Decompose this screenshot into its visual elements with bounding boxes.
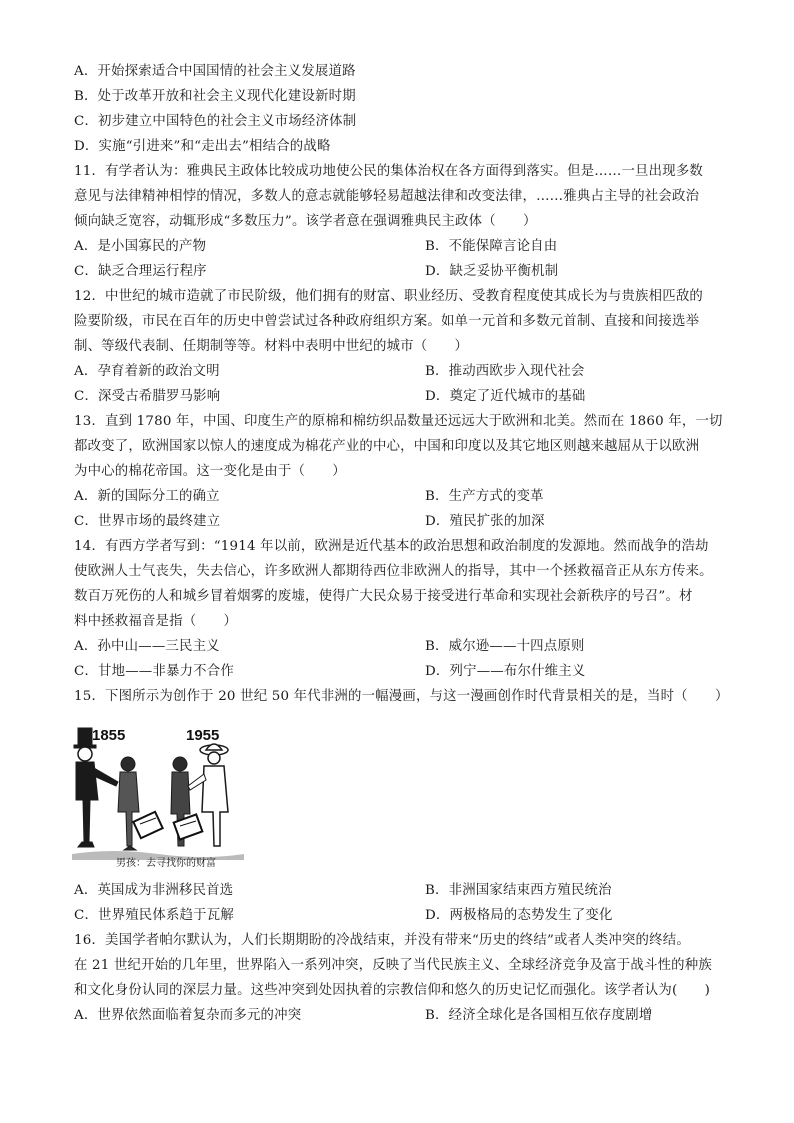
q13-stem-line-3: 为中心的棉花帝国。这一变化是由于（ ） — [74, 464, 346, 479]
q12-stem-line-2: 险要阶级，市民在百年的历史中曾尝试过各种政府组织方案。如单一元首和多数元首制、直接和间接选举 — [74, 314, 700, 329]
q11-option-b: B．不能保障言论自由 — [425, 239, 558, 254]
q15-option-d: D．两极格局的态势发生了变化 — [425, 908, 613, 923]
q12-stem-line-3: 制、等级代表制、任期制等等。材料中表明中世纪的城市（ ） — [74, 339, 469, 354]
q10-option-a: A．开始探索适合中国国情的社会主义发展道路 — [74, 64, 356, 79]
q10-option-d: D．实施“引进来”和“走出去”相结合的战略 — [74, 139, 331, 154]
q16-option-a: A．世界依然面临着复杂而多元的冲突 — [74, 1008, 302, 1023]
q12-option-b: B．推动西欧步入现代社会 — [425, 364, 585, 379]
q10-option-b: B．处于改革开放和社会主义现代化建设新时期 — [74, 89, 356, 104]
q12-option-d: D．奠定了近代城市的基础 — [425, 389, 586, 404]
african-figure-left — [118, 757, 139, 850]
q15-option-b: B．非洲国家结束西方殖民统治 — [425, 883, 612, 898]
q14-stem-line-1: 14．有西方学者写到：“1914 年以前，欧洲是近代基本的政治思想和政治制度的发源地。然而战争的浩劫 — [74, 539, 709, 554]
q11-stem-line-3: 倾向缺乏宽容，动辄形成“多数压力”。该学者意在强调雅典民主政体（ ） — [74, 214, 537, 229]
q13-option-c: C．世界市场的最终建立 — [74, 514, 221, 529]
q13-stem-line-2: 都改变了，欧洲国家以惊人的速度成为棉花产业的中心，中国和印度以及其它地区则越来越屈从于以欧洲 — [74, 439, 700, 454]
q11-stem-line-2: 意见与法律精神相悖的情况，多数人的意志就能够轻易超越法律和改变法律，……雅典占主导的社会政治 — [74, 189, 700, 204]
q15-option-a: A．英国成为非洲移民首选 — [74, 883, 234, 898]
q12-stem-line-1: 12．中世纪的城市造就了市民阶级，他们拥有的财富、职业经历、受教育程度使其成长为与贵族相匹敌的 — [74, 289, 704, 304]
q13-option-a: A．新的国际分工的确立 — [74, 489, 220, 504]
q13-option-b: B．生产方式的变革 — [425, 489, 544, 504]
q13-stem-line-1: 13．直到 1780 年，中国、印度生产的原棉和棉纺织品数量还远远大于欧洲和北美。然而在 1860 年，一切 — [74, 414, 723, 429]
cartoon-illustration — [72, 720, 244, 868]
q13-option-d: D．殖民扩张的加深 — [425, 514, 545, 529]
q11-stem-line-1: 11．有学者认为：雅典民主政体比较成功地使公民的集体治权在各方面得到落实。但是……一旦出现多数 — [74, 164, 704, 179]
q14-option-b: B．威尔逊——十四点原则 — [425, 639, 585, 654]
q12-option-a: A．孕育着新的政治文明 — [74, 364, 220, 379]
q14-stem-line-3: 数百万死伤的人和城乡冒着烟雾的废墟，使得广大民众易于接受进行革命和实现社会新秩序的号召”。材 — [74, 589, 693, 604]
cartoon-figure — [72, 720, 244, 868]
q14-option-d: D．列宁——布尔什维主义 — [425, 664, 586, 679]
q14-option-a: A．孙中山——三民主义 — [74, 639, 220, 654]
colonist-figure — [74, 728, 118, 847]
q16-stem-line-2: 在 21 世纪开始的几年里，世界陷入一系列冲突，反映了当代民族主义、全球经济竞争及富于战斗性的种族 — [74, 958, 712, 973]
q14-stem-line-4: 料中拯救福音是指（ ） — [74, 614, 238, 629]
q16-option-b: B．经济全球化是各国相互依存度剧增 — [425, 1008, 653, 1023]
q15-stem-line-1: 15．下图所示为创作于 20 世纪 50 年代非洲的一幅漫画，与这一漫画创作时代背景相关的是，当时（ ） — [74, 689, 729, 704]
suitcase-left-icon — [133, 812, 162, 838]
q16-stem-line-3: 和文化身份认同的深层力量。这些冲突到处因执着的宗教信仰和悠久的历史记忆而强化。该学者认为( ) — [74, 983, 711, 998]
q14-option-c: C．甘地——非暴力不合作 — [74, 664, 234, 679]
q11-option-a: A．是小国寡民的产物 — [74, 239, 207, 254]
q11-option-c: C．缺乏合理运行程序 — [74, 264, 207, 279]
cartoon-year-left: 1855 — [92, 727, 126, 744]
q10-option-c: C．初步建立中国特色的社会主义市场经济体制 — [74, 114, 357, 129]
q16-stem-line-1: 16．美国学者帕尔默认为，人们长期期盼的冷战结束，并没有带来“历史的终结”或者人类冲突的终结。 — [74, 933, 690, 948]
cartoon-caption: 男孩：去寻找你的财富 — [116, 858, 216, 868]
q12-option-c: C．深受古希腊罗马影响 — [74, 389, 221, 404]
q14-stem-line-2: 使欧洲人士气丧失，失去信心，许多欧洲人都期待西位非欧洲人的指导，其中一个拯救福音正从东方传来。 — [74, 564, 713, 579]
cartoon-year-right: 1955 — [186, 727, 220, 744]
q11-option-d: D．缺乏妥协平衡机制 — [425, 264, 559, 279]
q15-option-c: C．世界殖民体系趋于瓦解 — [74, 908, 234, 923]
